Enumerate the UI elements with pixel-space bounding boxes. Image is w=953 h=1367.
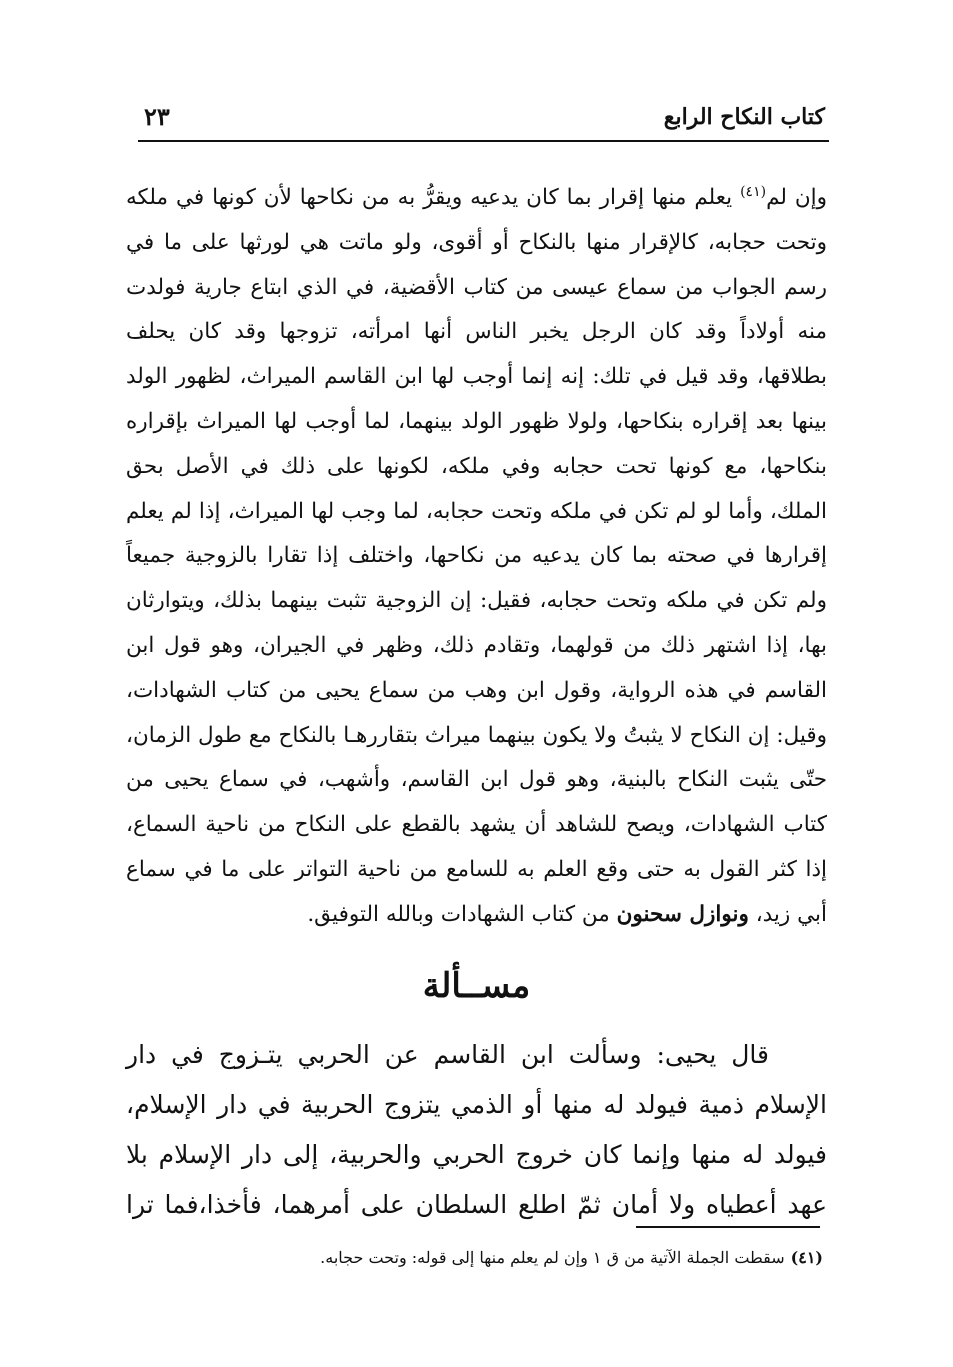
main-paragraph (126, 176, 827, 938)
page-header (138, 98, 825, 138)
section-heading: مســألة (422, 966, 531, 1006)
paragraph-1-text: يعلم منها إقرار بما كان يدعيه ويقرُّ به من نكاحها لأن كونها في ملكه وتحت حجابه، كالإقرار منها بالنكاح أو أقوى، ولو ماتت هي لورثها على ما في رسم الجواب من سماع عيسى من كتاب الأقضية، في الذي ابتاع جارية فولدت منه أولاداً وقد كان الرجل يخبر الناس أنها امرأته، تزوجها وقد كان يحلف بطلاقها، وقد قيل في تلك: إنه إنما أوجب لها ابن القاسم الميراث، لظهور الولد بينها بعد إقراره بنكاحها، ولولا ظهور الولد بينهما، لما أوجب لها الميراث بإقراره بنكاحها، مع كونها تحت حجابه وفي ملكه، لكونها على ذلك في الأصل بحق الملك، وأما لو لم تكن في ملكه وتحت حجابه، لما وجب لها الميراث، إذا لم يعلم إقرارها في صحته بما كان يدعيه من نكاحها، واختلف إذا تقارا بالزوجية جميعاً ولم تكن في ملكه وتحت حجابه، فقيل: إن الزوجية تثبت بينهما بذلك، ويتوارثان بها، إذا اشتهر ذلك من قولهما، وتقادم ذلك، وظهر في الجيران، وهو قول ابن القاسم في هذه الرواية، وقول ابن وهب من سماع يحيى من كتاب الشهادات، وقيل: إن النكاح لا يثبتُ ولا يكون بينهما ميراث بتقاررهـا بالنكاح مع طول الزمان، حتّى يثبت النكاح بالبنية، وهو قول ابن القاسم، وأشهب، في سماع يحيى من كتاب الشهادات، ويصح للشاهد أن يشهد بالقطع على النكاح من ناحية السماع، إذا كثر القول به حتى وقع العلم به للسامع من ناحية التواتر على ما في سماع أبي زيد، (126, 185, 827, 927)
header-rule (138, 140, 829, 142)
footnote-text: سقطت الجملة الآتية من ق ١ وإن لم يعلم منها إلى قوله: وتحت حجابه. (320, 1248, 785, 1267)
section-paragraph (126, 1030, 827, 1230)
paragraph-1 (126, 176, 827, 938)
paragraph-1-start: وإن لم (766, 185, 827, 210)
footnote-reference[interactable]: (٤١) (740, 183, 767, 200)
footnote-number: (٤١) (790, 1248, 823, 1267)
footnote-rule (636, 1226, 820, 1228)
paragraph-1-bold-source: ونوازل سحنون (616, 901, 749, 927)
section-paragraph-text: قال يحيى: وسألت ابن القاسم عن الحربي يتـزوج في دار الإسلام ذمية فيولد له منها أو الذمي يتزوج الحربية في دار الإسلام، فيولد له منها وإنما كان خروج الحربي والحربية، إلى دار الإسلام بلا عهد أعطياه ولا أمان ثمّ اطلع السلطان على أمرهما، فأخذا،فما ترا (126, 1040, 827, 1219)
paragraph-1-end: من كتاب الشهادات وبالله التوفيق. (307, 901, 617, 927)
running-title: كتاب النكاح الرابع (663, 104, 825, 130)
footnote (126, 1246, 823, 1270)
page-number: ٢٣ (144, 102, 170, 131)
